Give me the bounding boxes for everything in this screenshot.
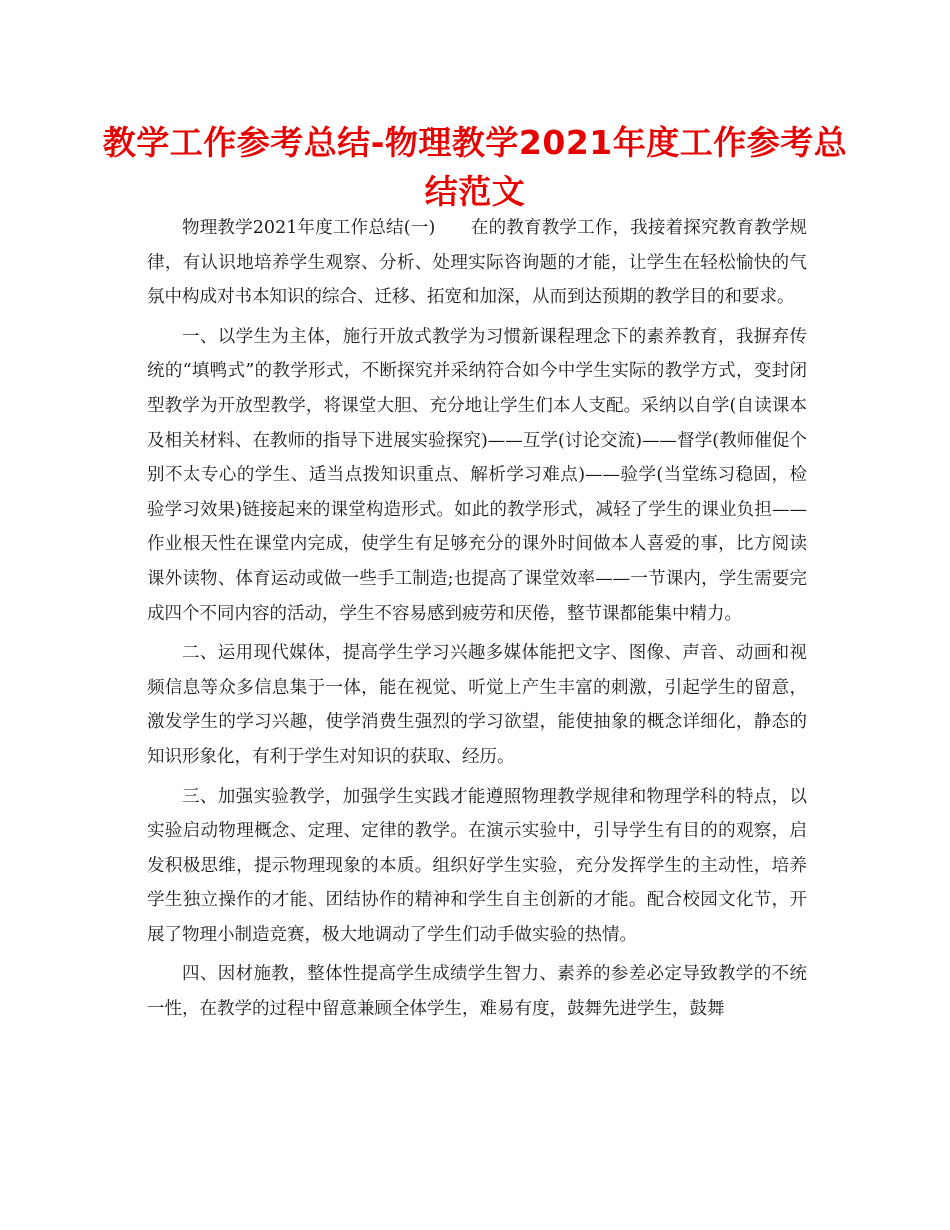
paragraph-intro: 物理教学2021年度工作总结(一) 在的教育教学工作，我接着探究教育教学规律，有认识地培养学生观察、分析、处理实际咨询题的才能，让学生在轻松愉快的气氛中构成对书本知识的综合、迁移、拓宽和加深，从而到达预期的教学目的和要求。: [147, 218, 807, 308]
paragraph-section-1: 一、以学生为主体，施行开放式教学为习惯新课程理念下的素养教育，我摒弃传统的“填鸭式”的教学形式，不断探究并采纳符合如今中学生实际的教学方式，变封闭型教学为开放型教学，将课堂大胆、充分地让学生们本人支配。采纳以自学(自读课本及相关材料、在教师的指导下进展实验探究)——互学(讨论交流)——督学(教师催促个别不太专心的学生、适当点拨知识重点、解析学习难点)——验学(当堂练习稳固，检验学习效果)链接起来的课堂构造形式。如此的教学形式，减轻了学生的课业负担——作业根天性在课堂内完成，使学生有足够充分的课外时间做本人喜爱的事，比方阅读课外读物、体育运动或做一些手工制造;也提高了课堂效率——一节课内，学生需要完成四个不同内容的活动，学生不容易感到疲劳和厌倦，整节课都能集中精力。: [147, 326, 807, 624]
paragraph-section-2: 二、运用现代媒体，提高学生学习兴趣多媒体能把文字、图像、声音、动画和视频信息等众多信息集于一体，能在视觉、听觉上产生丰富的刺激，引起学生的留意，激发学生的学习兴趣，使学消费生强烈的学习欲望，能使抽象的概念详细化，静态的知识形象化，有利于学生对知识的获取、经历。: [147, 643, 807, 767]
document-title: 教学工作参考总结-物理教学2021年度工作参考总结范文: [102, 123, 848, 211]
paragraph-section-4: 四、因材施教，整体性提高学生成绩学生智力、素养的参差必定导致教学的不统一性，在教学的过程中留意兼顾全体学生，难易有度，鼓舞先进学生，鼓舞: [147, 964, 807, 1020]
document-body: [147, 211, 807, 1032]
paragraph-section-3: 三、加强实验教学，加强学生实践才能遵照物理教学规律和物理学科的特点，以实验启动物理概念、定理、定律的教学。在演示实验中，引导学生有目的的观察，启发积极思维，提示物理现象的本质。组织好学生实验，充分发挥学生的主动性，培养学生独立操作的才能、团结协作的精神和学生自主创新的才能。配合校园文化节，开展了物理小制造竞赛，极大地调动了学生们动手做实验的热情。: [147, 786, 807, 945]
